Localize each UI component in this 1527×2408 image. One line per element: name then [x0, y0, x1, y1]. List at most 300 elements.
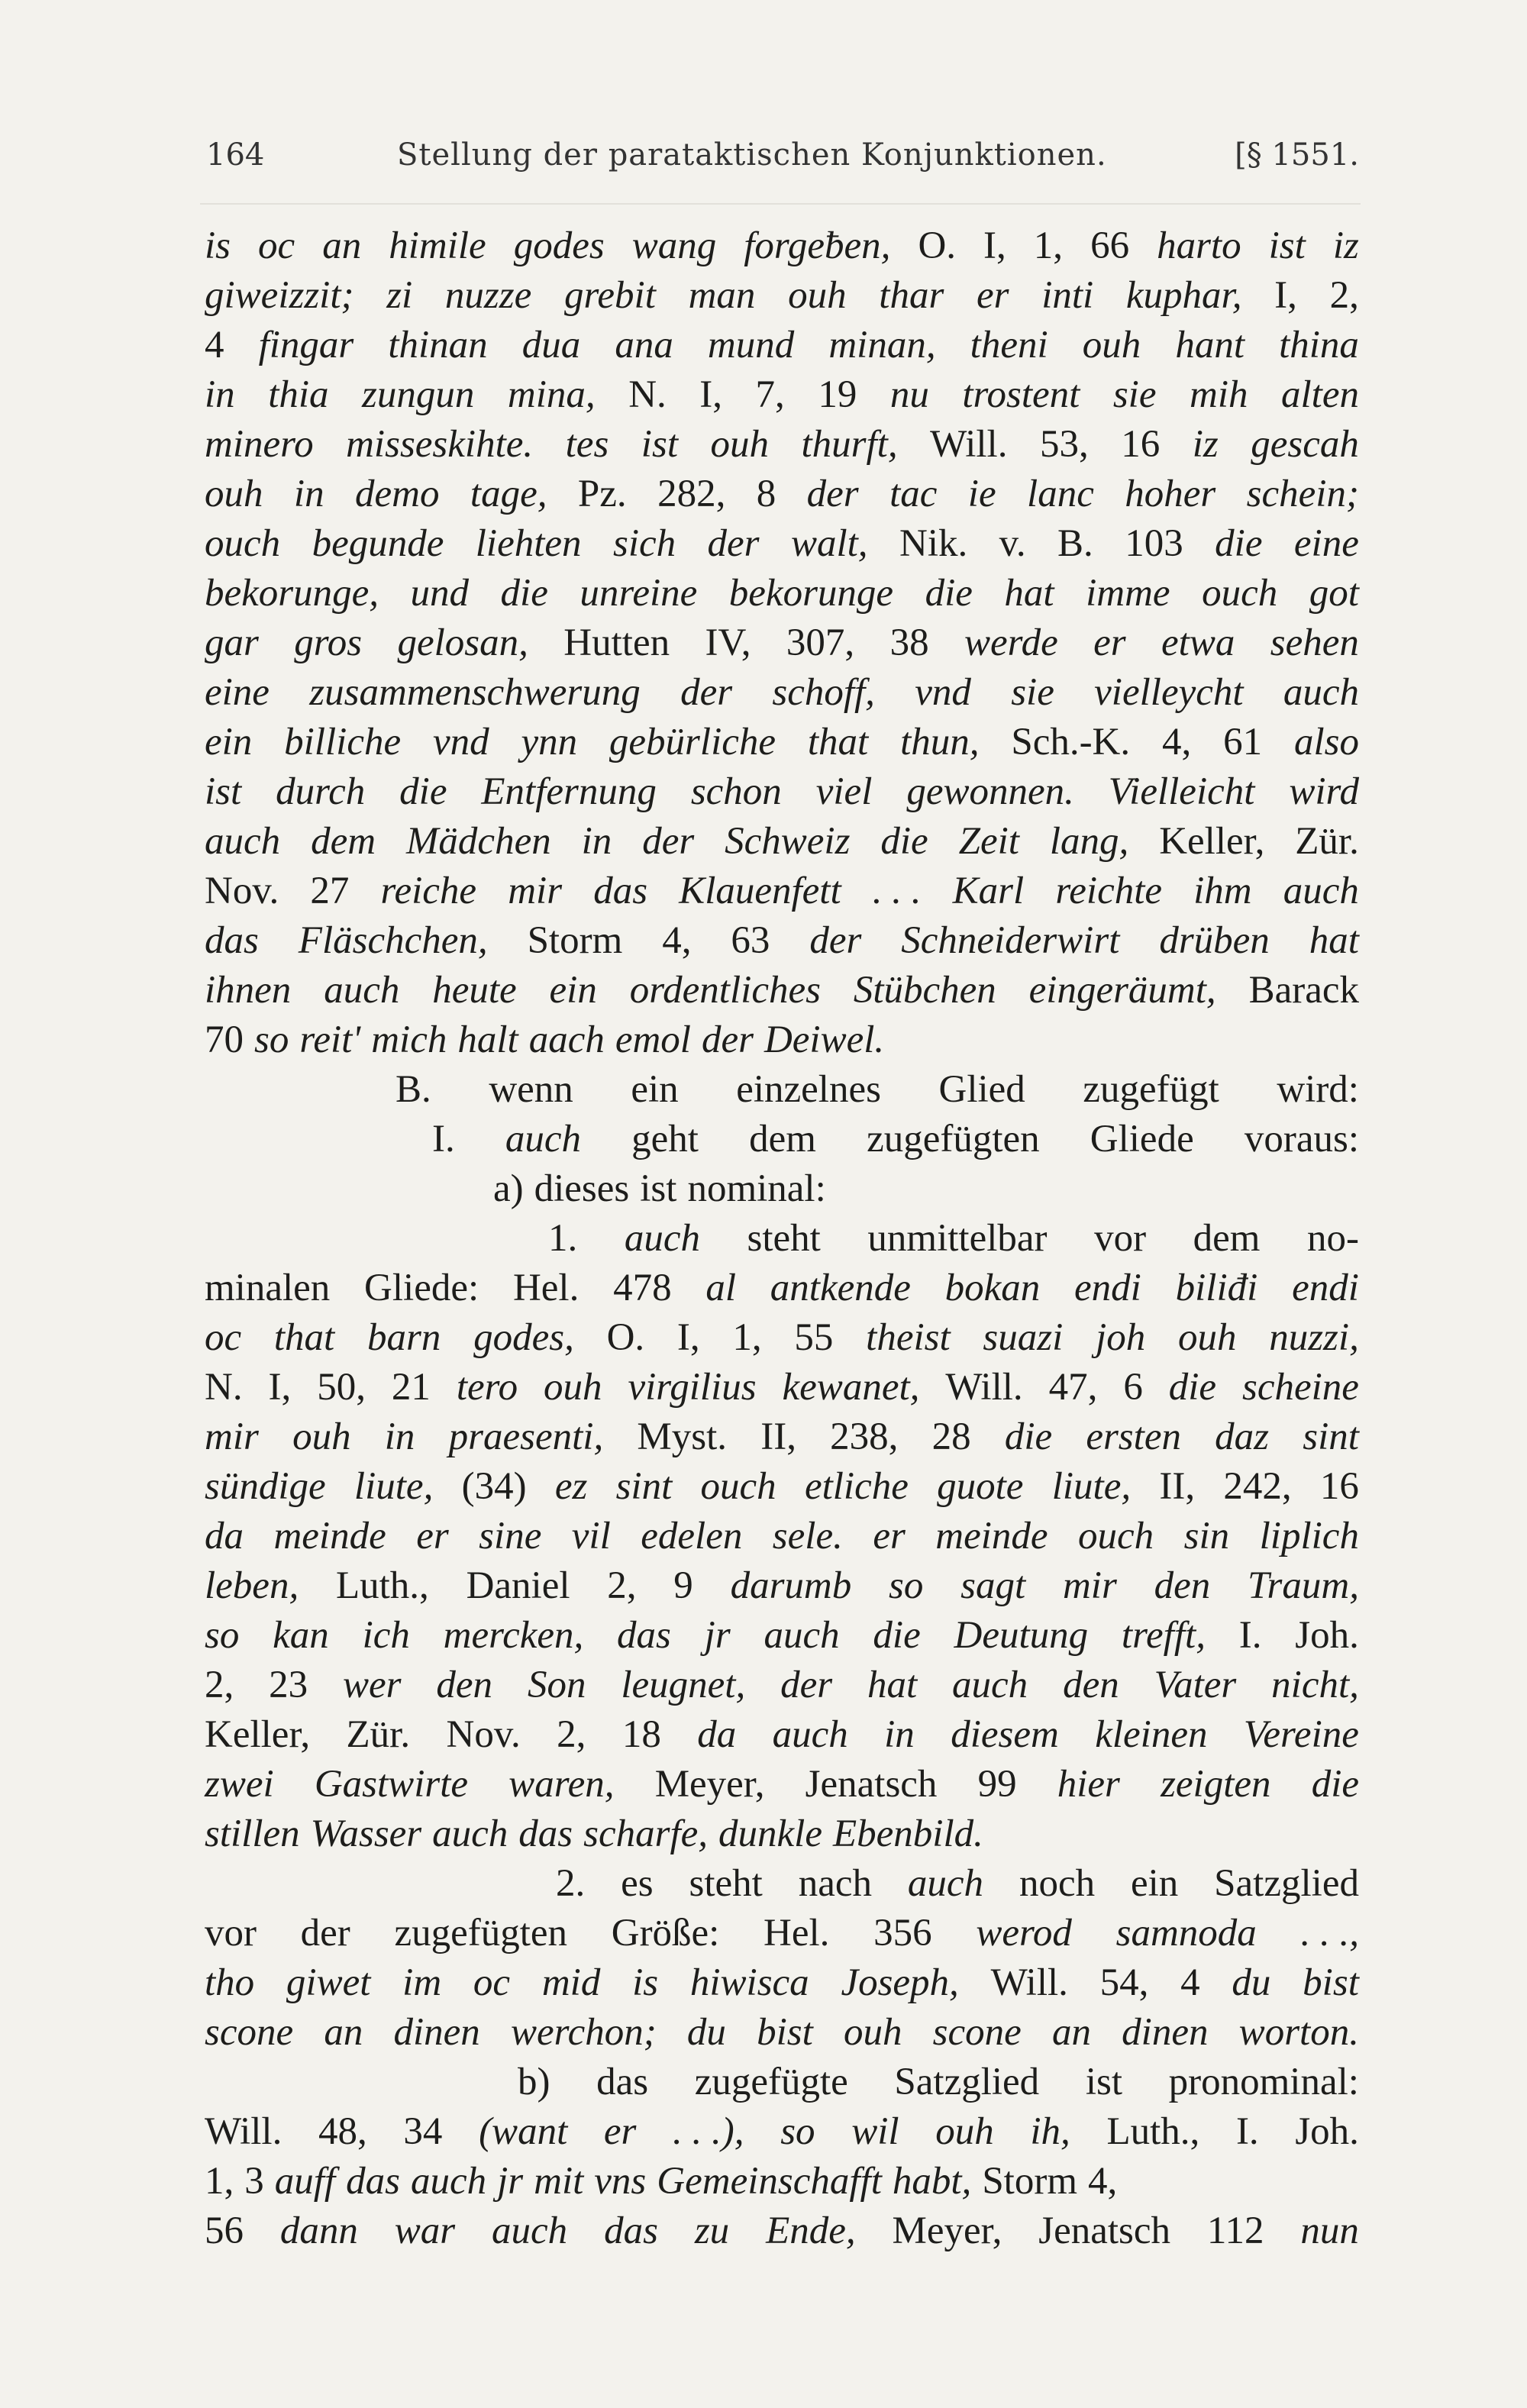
word: antkende	[770, 1267, 911, 1309]
word: ouh	[788, 274, 847, 317]
word: bist	[757, 2011, 813, 2054]
word: 55	[794, 1316, 834, 1359]
word: habt,	[892, 2160, 972, 2203]
header-rule	[200, 203, 1361, 205]
word: Karl	[952, 870, 1025, 912]
word: Will.	[945, 1366, 1023, 1409]
word: ein	[631, 1068, 679, 1111]
word: auch	[1283, 870, 1359, 912]
running-header	[206, 137, 1359, 183]
word: gescah	[1251, 423, 1359, 466]
word: ihm	[1193, 870, 1252, 912]
word: I,	[676, 1316, 700, 1359]
word: war	[394, 2209, 456, 2252]
word: auch	[410, 2160, 487, 2203]
word: . . .),	[673, 2110, 744, 2153]
word: dem	[311, 820, 376, 863]
word: Schweiz	[725, 820, 851, 863]
word: zusammenschwerung	[309, 671, 641, 714]
word: die	[500, 572, 548, 615]
word: Vereine	[1243, 1713, 1359, 1756]
word: 16	[1121, 423, 1161, 466]
word: tero	[456, 1366, 518, 1409]
word: zugefügte	[694, 2061, 848, 2103]
word: Son	[527, 1664, 586, 1706]
word: worton.	[1238, 2011, 1359, 2054]
word: nuzze	[444, 274, 532, 317]
word: 1,	[1033, 224, 1064, 267]
word: billiche	[284, 721, 402, 763]
word: ist	[205, 770, 242, 813]
word: bokan	[944, 1267, 1041, 1309]
word: in	[205, 373, 235, 416]
word: die	[1004, 1415, 1053, 1458]
word: es	[621, 1862, 654, 1905]
word: die	[873, 1614, 921, 1657]
word: sint	[615, 1465, 673, 1508]
word: hant	[1175, 324, 1245, 366]
word: ie	[967, 473, 996, 515]
word: 28	[931, 1415, 971, 1458]
word: bekorunge	[728, 572, 894, 615]
word: werchon;	[511, 2011, 657, 2054]
word: ist	[640, 1167, 677, 1210]
word: Jenatsch	[805, 1763, 938, 1806]
word: 6	[1123, 1366, 1143, 1409]
word: sehen	[1270, 621, 1359, 664]
word: sagt	[960, 1564, 1026, 1607]
word: Nik.	[899, 522, 968, 565]
page-number: 164	[206, 137, 265, 173]
word: du	[1232, 1961, 1271, 2004]
word: O.	[606, 1316, 645, 1359]
word: (want	[479, 2110, 568, 2153]
word: 16	[1319, 1465, 1359, 1508]
word: mund	[707, 324, 795, 366]
word: sele.	[772, 1515, 843, 1557]
text-line	[205, 271, 1359, 321]
word: sie	[1011, 671, 1054, 714]
word: gewonnen.	[906, 770, 1074, 813]
word: du	[686, 2011, 726, 2054]
word: Will.	[205, 2110, 282, 2153]
word: jr	[704, 1614, 731, 1657]
word: voraus:	[1244, 1118, 1359, 1160]
word: Traum,	[1247, 1564, 1359, 1607]
word: Joh.	[1295, 2110, 1359, 2153]
word: that	[807, 721, 869, 763]
word: den	[436, 1664, 493, 1706]
word: zwei	[205, 1763, 274, 1806]
word: ouh	[935, 2110, 994, 2153]
word: Myst.	[637, 1415, 728, 1458]
word: ersten	[1086, 1415, 1181, 1458]
word: zungun	[362, 373, 475, 416]
word: nicht,	[1271, 1664, 1359, 1706]
word: grebit	[563, 274, 656, 317]
word: I,	[699, 373, 723, 416]
word: emol	[615, 1018, 691, 1061]
word: minalen	[205, 1267, 331, 1309]
word: Gemeinschafft	[657, 2160, 882, 2203]
word: 1,	[205, 2160, 234, 2203]
word: ouh	[843, 2011, 902, 2054]
word: etwa	[1161, 621, 1235, 664]
text-line	[205, 1412, 1359, 1462]
word: himile	[389, 224, 486, 267]
word: 242,	[1223, 1465, 1292, 1508]
word: godes,	[473, 1316, 574, 1359]
word: O.	[918, 224, 957, 267]
word: unreine	[579, 572, 698, 615]
word: I,	[983, 224, 1006, 267]
text-line	[205, 718, 1359, 767]
word: tage,	[470, 473, 547, 515]
word: schon	[690, 770, 782, 813]
word: das	[596, 2061, 649, 2103]
word: aach	[528, 1018, 605, 1061]
word: 1,	[732, 1316, 762, 1359]
word: theist	[866, 1316, 951, 1359]
text-line	[205, 1462, 1359, 1512]
word: mercken,	[443, 1614, 584, 1657]
text-line	[205, 966, 1359, 1015]
word: die	[880, 820, 928, 863]
word: Keller,	[205, 1713, 311, 1756]
word: gros	[294, 621, 363, 664]
word: ouh	[292, 1415, 351, 1458]
word: ein	[1130, 1862, 1179, 1905]
word: er	[977, 274, 1009, 317]
word: wil	[851, 2110, 899, 2153]
word: 7,	[755, 373, 785, 416]
word: so	[254, 1018, 289, 1061]
word: Gastwirte	[314, 1763, 469, 1806]
word: 4,	[662, 919, 692, 962]
word: nach	[798, 1862, 873, 1905]
word: sint	[1303, 1415, 1359, 1458]
word: den	[1154, 1564, 1211, 1607]
text-line	[205, 1363, 1359, 1412]
text-line	[205, 1214, 1359, 1264]
word: der	[806, 473, 859, 515]
word: auch	[952, 1664, 1028, 1706]
word: so	[205, 1614, 240, 1657]
word: dieses	[534, 1167, 630, 1210]
word: das	[205, 919, 259, 962]
word: 99	[977, 1763, 1017, 1806]
text-line	[205, 2058, 1359, 2107]
word: Luth.,	[335, 1564, 429, 1607]
word: Storm	[982, 2160, 1077, 2203]
word: thun,	[900, 721, 980, 763]
word: mid	[541, 1961, 601, 2004]
word: nominal:	[687, 1167, 826, 1210]
word: dem	[1193, 1217, 1261, 1260]
word: 2,	[557, 1713, 586, 1756]
text-line	[205, 2157, 1359, 2206]
word: der	[707, 522, 760, 565]
text-line	[205, 1661, 1359, 1710]
word: in	[293, 473, 324, 515]
word: und	[410, 572, 470, 615]
text-line	[205, 1710, 1359, 1760]
word: die	[1215, 522, 1263, 565]
word: auch	[907, 1862, 984, 1905]
word: hier	[1057, 1763, 1120, 1806]
word: giwet	[286, 1961, 371, 2004]
word: auch	[505, 1118, 582, 1160]
word: liehten	[475, 522, 582, 565]
word: mit	[534, 2160, 584, 2203]
word: geht	[631, 1118, 699, 1160]
word: I.	[1238, 1614, 1262, 1657]
word: hoher	[1125, 473, 1216, 515]
word: Fläschchen,	[298, 919, 488, 962]
word: ih,	[1030, 2110, 1070, 2153]
text-line	[205, 668, 1359, 718]
word: sich	[612, 522, 676, 565]
text-line	[205, 1164, 1359, 1214]
word: pronominal:	[1168, 2061, 1359, 2103]
word: is	[205, 224, 231, 267]
word: liplich	[1259, 1515, 1359, 1557]
word: die	[1168, 1366, 1217, 1409]
word: leugnet,	[621, 1664, 746, 1706]
word: misseskihte.	[346, 423, 534, 466]
word: meinde	[935, 1515, 1048, 1557]
word: II,	[760, 1415, 796, 1458]
word: gebürliche	[609, 721, 776, 763]
word: mina,	[507, 373, 596, 416]
word: auch	[764, 1614, 840, 1657]
word: ihnen	[205, 969, 292, 1012]
word: Hutten	[563, 621, 670, 664]
word: darumb	[730, 1564, 852, 1607]
word: 18	[621, 1713, 661, 1756]
word: Deutung	[954, 1614, 1089, 1657]
word: mir	[205, 1415, 259, 1458]
word: 282,	[657, 473, 726, 515]
word: tho	[205, 1961, 255, 2004]
word: Storm	[527, 919, 623, 962]
word: Satzglied	[1214, 1862, 1359, 1905]
word: ich	[362, 1614, 410, 1657]
word: stillen	[205, 1812, 300, 1855]
word: . . .	[872, 870, 922, 912]
word: auff	[274, 2160, 336, 2203]
word: an	[1051, 2011, 1091, 2054]
text-line	[205, 1015, 1359, 1065]
word: diesem	[951, 1713, 1059, 1756]
word: die	[399, 770, 447, 813]
word: Jenatsch	[1038, 2209, 1170, 2252]
word: nuzzi,	[1269, 1316, 1359, 1359]
word: demo	[355, 473, 440, 515]
word: der	[809, 919, 862, 962]
word: Barack	[1248, 969, 1359, 1012]
word: minero	[205, 423, 314, 466]
word: dem	[749, 1118, 816, 1160]
word: no-	[1307, 1217, 1359, 1260]
word: oc	[205, 1316, 242, 1359]
word: ordentliches	[629, 969, 821, 1012]
word: ouh	[1177, 1316, 1237, 1359]
word: 2,	[1329, 274, 1359, 317]
word: Klauenfett	[679, 870, 841, 912]
word: dinen	[1122, 2011, 1209, 2054]
word: eine	[1293, 522, 1359, 565]
word: halt	[457, 1018, 518, 1061]
word: werod	[976, 1912, 1072, 1954]
word: 3	[244, 2160, 264, 2203]
text-line	[205, 2107, 1359, 2157]
word: endi	[1292, 1267, 1359, 1309]
word: da	[697, 1713, 737, 1756]
word: praesenti,	[448, 1415, 604, 1458]
word: tac	[889, 473, 938, 515]
word: auch	[324, 969, 400, 1012]
word: wird:	[1277, 1068, 1359, 1111]
word: das	[346, 2160, 400, 2203]
word: I.	[1235, 2110, 1259, 2153]
word: sie	[1112, 373, 1157, 416]
word: nu	[889, 373, 929, 416]
word: 38	[889, 621, 929, 664]
word: zu	[694, 2209, 730, 2252]
text-line	[205, 1065, 1359, 1115]
word: ouch	[1202, 572, 1278, 615]
word: reit'	[299, 1018, 361, 1061]
word: reichte	[1055, 870, 1163, 912]
word: er	[416, 1515, 449, 1557]
word: scone	[205, 2011, 294, 2054]
word: Keller,	[1159, 820, 1265, 863]
text-line	[205, 470, 1359, 519]
word: da	[205, 1515, 244, 1557]
word: that	[273, 1316, 335, 1359]
word: thia	[268, 373, 329, 416]
word: oc	[473, 1961, 511, 2004]
body-text	[205, 221, 1359, 2256]
word: a)	[493, 1167, 524, 1210]
text-line	[205, 916, 1359, 966]
word: scheine	[1242, 1366, 1359, 1409]
word: tes	[565, 423, 609, 466]
word: ist	[641, 423, 678, 466]
word: auch	[492, 2209, 568, 2252]
text-line	[205, 817, 1359, 867]
word: zugefügt	[1083, 1068, 1219, 1111]
word: das	[604, 2209, 658, 2252]
text-line	[205, 569, 1359, 618]
word: etliche	[804, 1465, 909, 1508]
word: 2.	[556, 1862, 586, 1905]
word: der	[780, 1664, 833, 1706]
word: der	[642, 820, 695, 863]
word: 1.	[548, 1217, 578, 1260]
word: 2,	[205, 1664, 234, 1706]
word: inti	[1041, 274, 1094, 317]
running-title: Stellung der parataktischen Konjunktionen.	[397, 137, 1107, 173]
word: oc	[258, 224, 295, 267]
word: nun	[1300, 2209, 1359, 2252]
word: hat	[1004, 572, 1054, 615]
word: 63	[731, 919, 770, 962]
word: trostent	[962, 373, 1080, 416]
word: in	[384, 1415, 415, 1458]
word: Zeit	[958, 820, 1019, 863]
word: schein;	[1246, 473, 1359, 515]
word: guote	[937, 1465, 1024, 1508]
text-line	[205, 867, 1359, 916]
word: 56	[205, 2209, 244, 2252]
word: wird	[1289, 770, 1359, 813]
word: Pz.	[577, 473, 627, 515]
word: ana	[615, 324, 673, 366]
word: 54,	[1099, 1961, 1149, 2004]
word: 478	[613, 1267, 672, 1309]
word: vnd	[432, 721, 489, 763]
word: Satzglied	[894, 2061, 1040, 2103]
word: ouh	[1082, 324, 1141, 366]
word: viel	[815, 770, 873, 813]
word: der	[701, 1018, 754, 1061]
word: ein	[549, 969, 597, 1012]
word: also	[1293, 721, 1359, 763]
word: vielleycht	[1094, 671, 1244, 714]
text-line	[205, 1611, 1359, 1661]
word: . . .,	[1300, 1912, 1359, 1954]
word: theni	[970, 324, 1048, 366]
word: 2,	[607, 1564, 637, 1607]
word: N.	[205, 1366, 243, 1409]
word: daz	[1215, 1415, 1270, 1458]
word: die	[925, 572, 973, 615]
word: 47,	[1048, 1366, 1098, 1409]
text-line	[205, 1512, 1359, 1561]
word: Wasser	[310, 1812, 422, 1855]
word: lanc	[1027, 473, 1094, 515]
word: iz	[1192, 423, 1219, 466]
word: hat	[1309, 919, 1359, 962]
word: 4	[205, 324, 224, 366]
text-line	[205, 2206, 1359, 2256]
word: Gliede	[1090, 1118, 1194, 1160]
word: ist	[1268, 224, 1306, 267]
word: wang	[631, 224, 717, 267]
word: thina	[1279, 324, 1359, 366]
word: I.	[432, 1118, 455, 1160]
word: schoff,	[772, 671, 875, 714]
word: so	[889, 1564, 924, 1607]
word: godes	[513, 224, 605, 267]
word: Nov.	[205, 870, 279, 912]
text-line	[205, 370, 1359, 420]
word: thurft,	[801, 423, 898, 466]
word: Größe:	[611, 1912, 720, 1954]
word: v.	[999, 522, 1026, 565]
word: 70	[205, 1018, 244, 1061]
word: werde	[964, 621, 1058, 664]
word: auch	[205, 820, 281, 863]
word: ouch	[700, 1465, 776, 1508]
word: kewanet,	[782, 1366, 920, 1409]
word: 9	[673, 1564, 693, 1607]
word: 34	[403, 2110, 443, 2153]
word: auch	[772, 1713, 848, 1756]
text-line	[205, 1809, 1359, 1859]
